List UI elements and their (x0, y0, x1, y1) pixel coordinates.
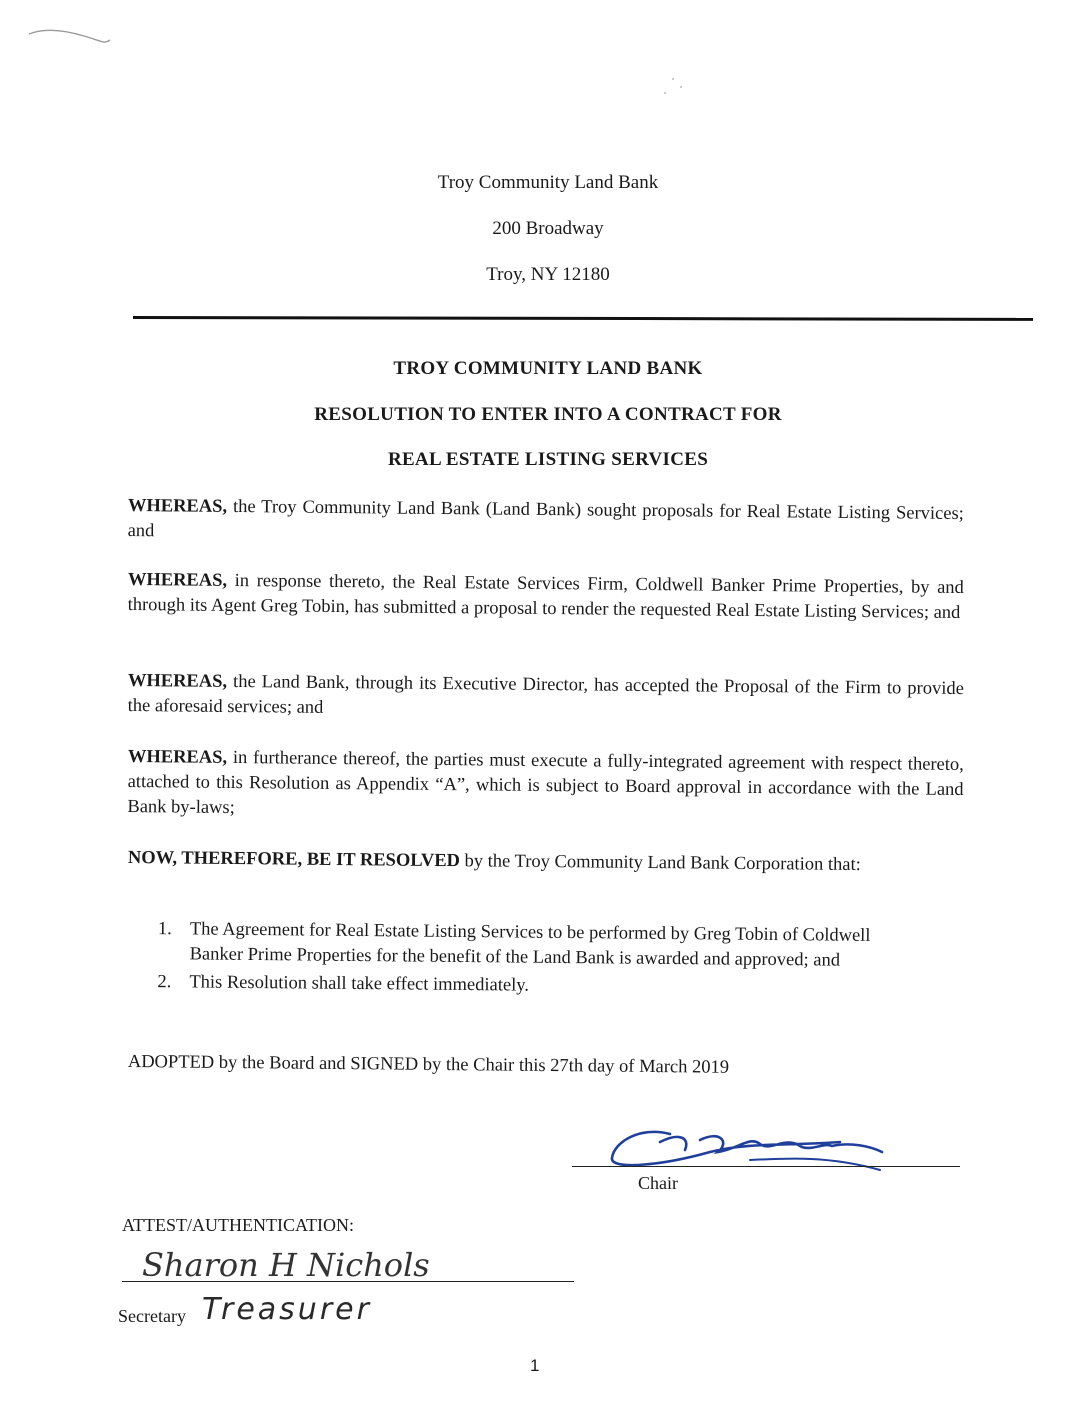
whereas-lead: WHEREAS, (127, 569, 228, 591)
list-item (149, 970, 909, 1002)
title-line-3: REAL ESTATE LISTING SERVICES (387, 449, 709, 470)
item-text: The Agreement for Real Estate Listing Services to be performed by Greg Tobin of Coldwell Banker Prime Properties for the benefit of the Land Bank is awarded and approved; and (189, 919, 871, 971)
attest-signature-line (122, 1281, 574, 1282)
title-line-1: TROY COMMUNITY LAND BANK (393, 358, 703, 379)
paragraph-text: in response thereto, the Real Estate Services Firm, Coldwell Banker Prime Properties, by and through its Agent Greg Tobin, has submitted a proposal to render the requested Real Estate Listing Services; and (127, 570, 964, 623)
treasurer-handwritten: Treasurer (202, 1292, 372, 1327)
whereas-paragraph-3 (128, 669, 964, 727)
list-item (150, 917, 910, 974)
scan-mark (24, 22, 114, 52)
resolved-items-list (149, 917, 910, 1005)
resolved-paragraph (128, 846, 964, 879)
whereas-lead: WHEREAS, (127, 746, 228, 768)
item-number: 2. (157, 972, 172, 993)
scan-speck (672, 78, 674, 80)
city-state-zip: Troy, NY 12180 (486, 264, 610, 285)
whereas-paragraph-2 (128, 568, 964, 626)
street-address: 200 Broadway (492, 218, 604, 239)
resolved-lead: NOW, THEREFORE, BE IT RESOLVED (127, 847, 461, 872)
paragraph-text: the Land Bank, through its Executive Director, has accepted the Proposal of the Firm to provide the aforesaid services; and (127, 671, 964, 718)
attest-signature-text: Sharon H Nichols (142, 1246, 430, 1284)
whereas-paragraph-4 (127, 745, 964, 828)
secretary-label: Secretary (118, 1306, 186, 1326)
whereas-lead: WHEREAS, (127, 495, 228, 517)
chair-label: Chair (638, 1173, 678, 1193)
chair-signature-line (572, 1166, 960, 1167)
paragraph-text: by the Troy Community Land Bank Corporation that: (459, 851, 861, 876)
item-text: This Resolution shall take effect immediately. (189, 972, 530, 996)
attest-signature (124, 1238, 484, 1286)
paragraph-text: the Troy Community Land Bank (Land Bank) sought proposals for Real Estate Listing Services; and (127, 496, 964, 542)
attest-label: ATTEST/AUTHENTICATION: (122, 1215, 354, 1235)
scan-speck (680, 86, 682, 88)
whereas-lead: WHEREAS, (127, 670, 228, 692)
paragraph-text: in furtherance thereof, the parties must execute a fully-integrated agreement with respect thereto, attached to this Resolution as Appendix “A”, which is subject to Board approval in accordance with the Land Bank by-laws; (127, 747, 964, 819)
item-number: 1. (157, 919, 172, 940)
title-line-2: RESOLUTION TO ENTER INTO A CONTRACT FOR (314, 404, 782, 425)
page-number: 1 (530, 1356, 540, 1375)
org-name: Troy Community Land Bank (437, 172, 659, 193)
whereas-paragraph-1 (128, 494, 964, 552)
scan-speck (664, 92, 666, 94)
header-rule (133, 316, 1033, 321)
adopted-statement: ADOPTED by the Board and SIGNED by the Chair this 27th day of March 2019 (127, 1051, 730, 1078)
